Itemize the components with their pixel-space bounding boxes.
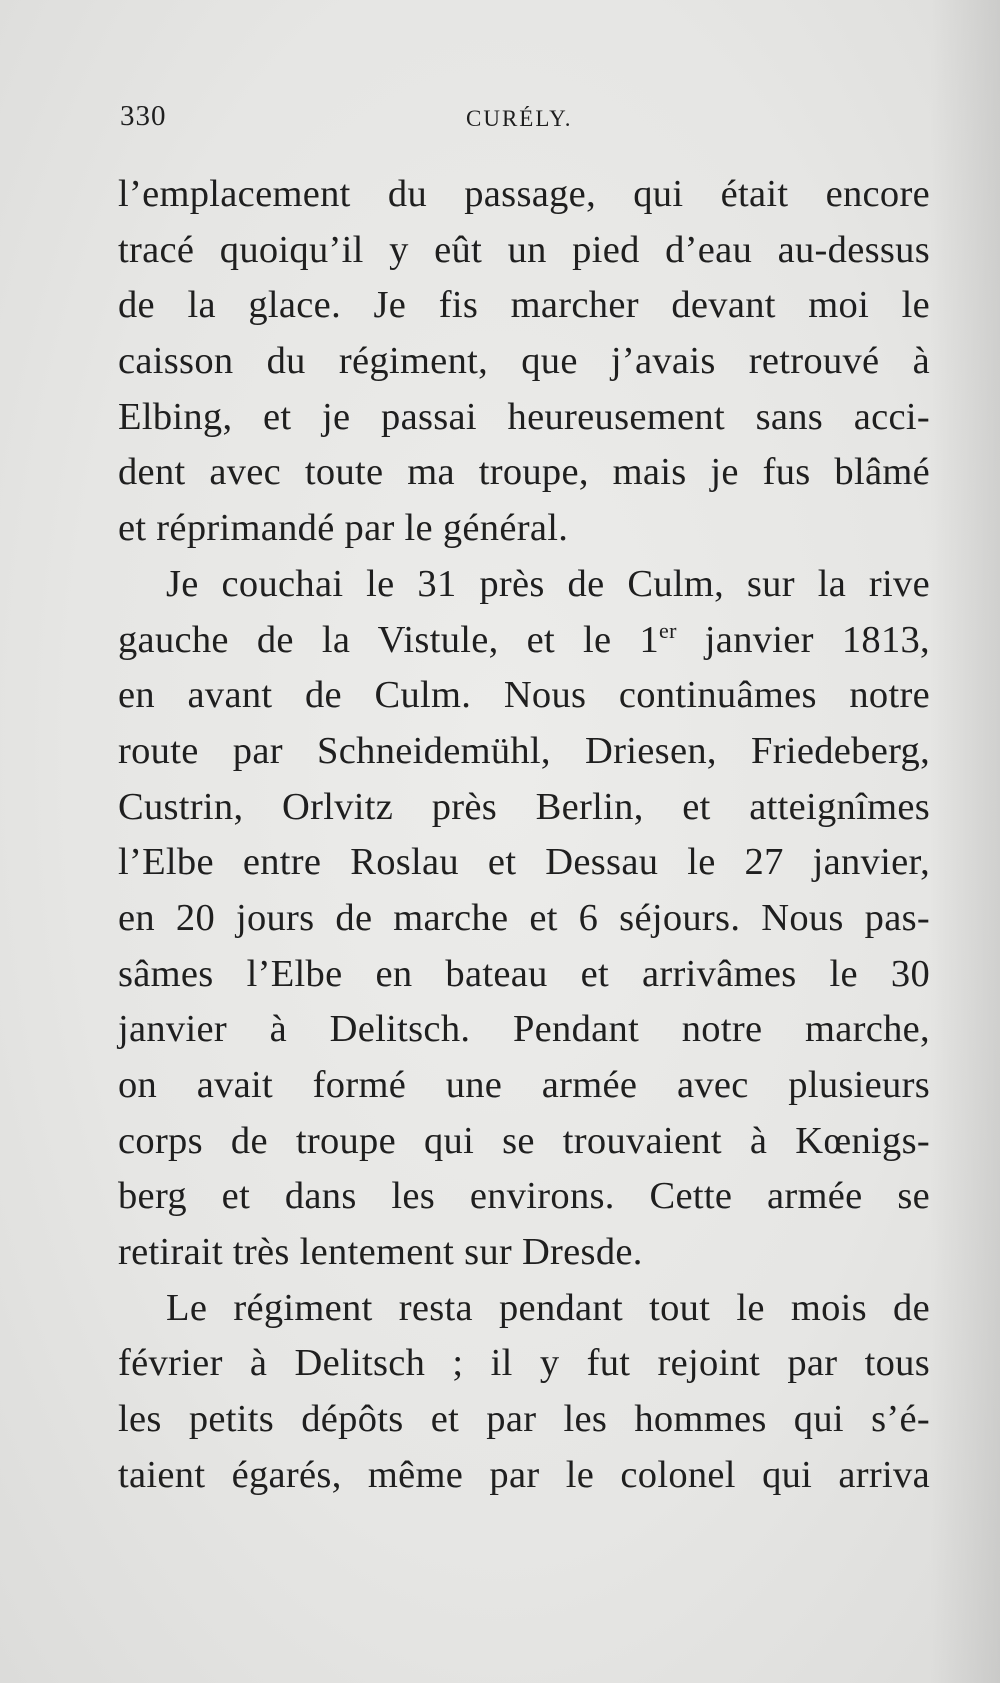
text-line: Custrin, Orlvitz près Berlin, et atteignîmes [118,785,930,828]
page-number: 330 [120,100,167,132]
text-segment: janvier 1813, [676,618,930,661]
text-line: retirait très lentement sur Dresde. [118,1231,643,1274]
text-line: sâmes l’Elbe en bateau et arrivâmes le 30 [118,952,930,995]
text-line: tracé quoiqu’il y eût un pied d’eau au-dessus [118,228,930,271]
text-segment: gauche de la Vistule, et le 1 [118,618,660,661]
text-line: en avant de Culm. Nous continuâmes notre [118,674,930,717]
superscript: er [659,617,677,643]
text-line: l’emplacement du passage, qui était encore [118,173,930,215]
text-line: on avait formé une armée avec plusieurs [118,1064,930,1106]
text-line: février à Delitsch ; il y fut rejoint par tous [118,1342,930,1385]
text-line: Le régiment resta pendant tout le mois de [166,1286,930,1329]
text-line: en 20 jours de marche et 6 séjours. Nous pas- [118,896,930,939]
text-line: taient égarés, même par le colonel qui arriva [118,1453,930,1496]
text-line: Elbing, et je passai heureusement sans acci- [118,395,930,438]
text-line: et réprimandé par le général. [118,507,569,550]
body-text [118,167,930,1504]
page-header [120,100,930,140]
text-line: janvier à Delitsch. Pendant notre marche, [118,1008,930,1051]
text-line: Je couchai le 31 près de Culm, sur la rive [166,562,930,605]
text-line: dent avec toute ma troupe, mais je fus blâmé [118,451,930,494]
text-line: de la glace. Je fis marcher devant moi le [118,284,930,327]
text-line: caisson du régiment, que j’avais retrouvé à [118,340,930,383]
text-line: l’Elbe entre Roslau et Dessau le 27 janvier, [118,841,930,884]
text-line: berg et dans les environs. Cette armée se [118,1175,930,1218]
text-line: route par Schneidemühl, Driesen, Friedeberg, [118,729,930,772]
text-line: les petits dépôts et par les hommes qui s’é- [118,1398,930,1441]
running-head: CURÉLY. [466,106,573,131]
text-line: corps de troupe qui se trouvaient à Kœnigs- [118,1119,930,1162]
text-line [118,613,930,669]
